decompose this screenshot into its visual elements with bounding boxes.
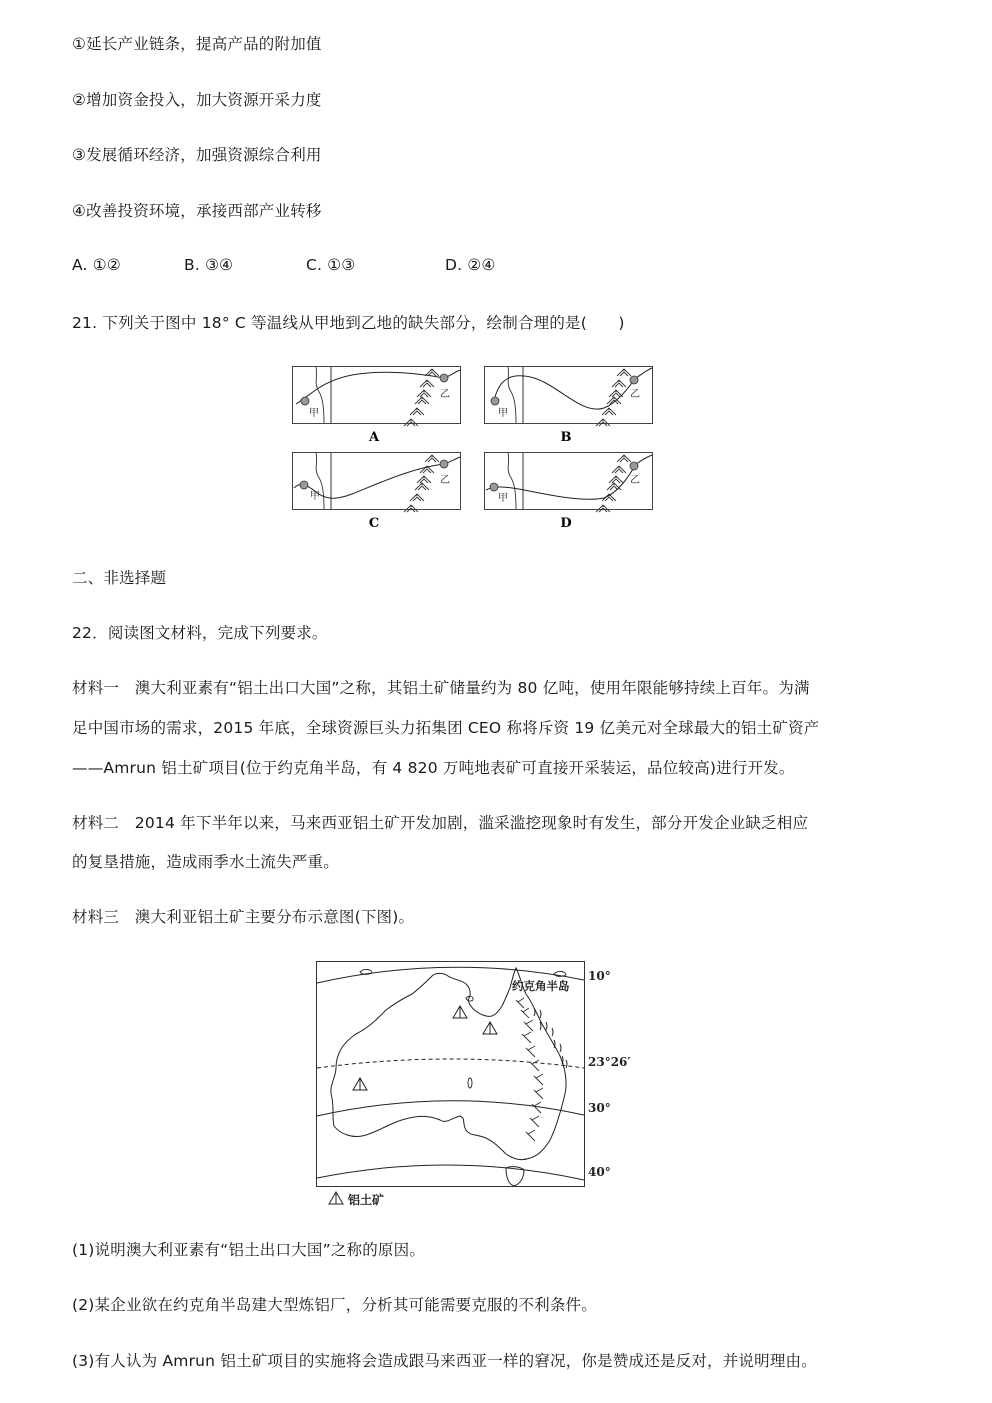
peninsula-label: 约克角半岛: [512, 979, 570, 993]
material2-line-1: 材料二 2014 年下半年以来，马来西亚铝土矿开发加剧，滥采滥挖现象时有发生，部分开发企业缺乏相应: [72, 814, 809, 832]
panel-d[interactable]: [485, 453, 653, 532]
lat-label-tropic: 23°26′: [588, 1055, 631, 1069]
statement-1: ①延长产业链条，提高产品的附加值: [72, 35, 322, 53]
option-a[interactable]: A. ①②: [72, 256, 121, 274]
panel-d-end: 乙: [630, 475, 640, 486]
section-title: 二、非选择题: [72, 569, 167, 587]
panel-c-start: 甲: [310, 491, 320, 502]
lat-label-40: 40°: [588, 1165, 611, 1179]
panel-c-label: C: [368, 516, 380, 531]
panel-a-label: A: [368, 430, 380, 445]
panel-b-label: B: [560, 430, 572, 445]
australia-bauxite-map: [316, 958, 646, 1208]
question-3: (3)有人认为 Amrun 铝土矿项目的实施将会造成跟马来西亚一样的窘况，你是赞成还是反对，并说明理由。: [72, 1352, 817, 1370]
q21-stem: 21. 下列关于图中 18° C 等温线从甲地到乙地的缺失部分，绘制合理的是( ): [72, 314, 625, 332]
option-b[interactable]: B. ③④: [184, 256, 234, 274]
option-d[interactable]: D. ②④: [445, 256, 496, 274]
panel-d-label: D: [560, 516, 572, 531]
legend-label: 铝土矿: [348, 1193, 385, 1207]
option-c[interactable]: C. ①③: [306, 256, 356, 274]
panel-c-end: 乙: [440, 475, 450, 486]
statement-2: ②增加资金投入，加大资源开采力度: [72, 91, 322, 109]
material2-line-2: 的复垦措施，造成雨季水土流失严重。: [72, 853, 339, 871]
panel-a-end: 乙: [440, 389, 450, 400]
panel-d-start: 甲: [498, 493, 508, 504]
material1-line-1: 材料一 澳大利亚素有“铝土出口大国”之称，其铝土矿储量约为 80 亿吨，使用年限能够持续上百年。为满: [72, 679, 810, 697]
panel-a-start: 甲: [309, 408, 319, 419]
panel-b-end: 乙: [630, 389, 640, 400]
statement-3: ③发展循环经济，加强资源综合利用: [72, 146, 322, 164]
lat-label-10: 10°: [588, 969, 611, 983]
map-legend: [329, 1192, 384, 1207]
triangle-mine-icon: [329, 1192, 343, 1204]
question-2: (2)某企业欲在约克角半岛建大型炼铝厂，分析其可能需要克服的不利条件。: [72, 1296, 597, 1314]
panel-b[interactable]: [485, 367, 653, 446]
q22-stem: 22．阅读图文材料，完成下列要求。: [72, 624, 328, 642]
isotherm-options-figure: [292, 366, 664, 536]
statement-4: ④改善投资环境，承接西部产业转移: [72, 202, 322, 220]
material1-line-3: ——Amrun 铝土矿项目(位于约克角半岛，有 4 820 万吨地表矿可直接开采装运，品位较高)进行开发。: [72, 759, 795, 777]
material1-line-2: 足中国市场的需求，2015 年底，全球资源巨头力拓集团 CEO 称将斥资 19 亿美元对全球最大的铝土矿资产: [72, 719, 820, 737]
question-1: (1)说明澳大利亚素有“铝土出口大国”之称的原因。: [72, 1241, 426, 1259]
material3: 材料三 澳大利亚铝土矿主要分布示意图(下图)。: [72, 908, 415, 926]
panel-a[interactable]: [293, 367, 461, 446]
lat-label-30: 30°: [588, 1101, 611, 1115]
panel-c[interactable]: [293, 453, 461, 532]
panel-b-start: 甲: [498, 408, 508, 419]
